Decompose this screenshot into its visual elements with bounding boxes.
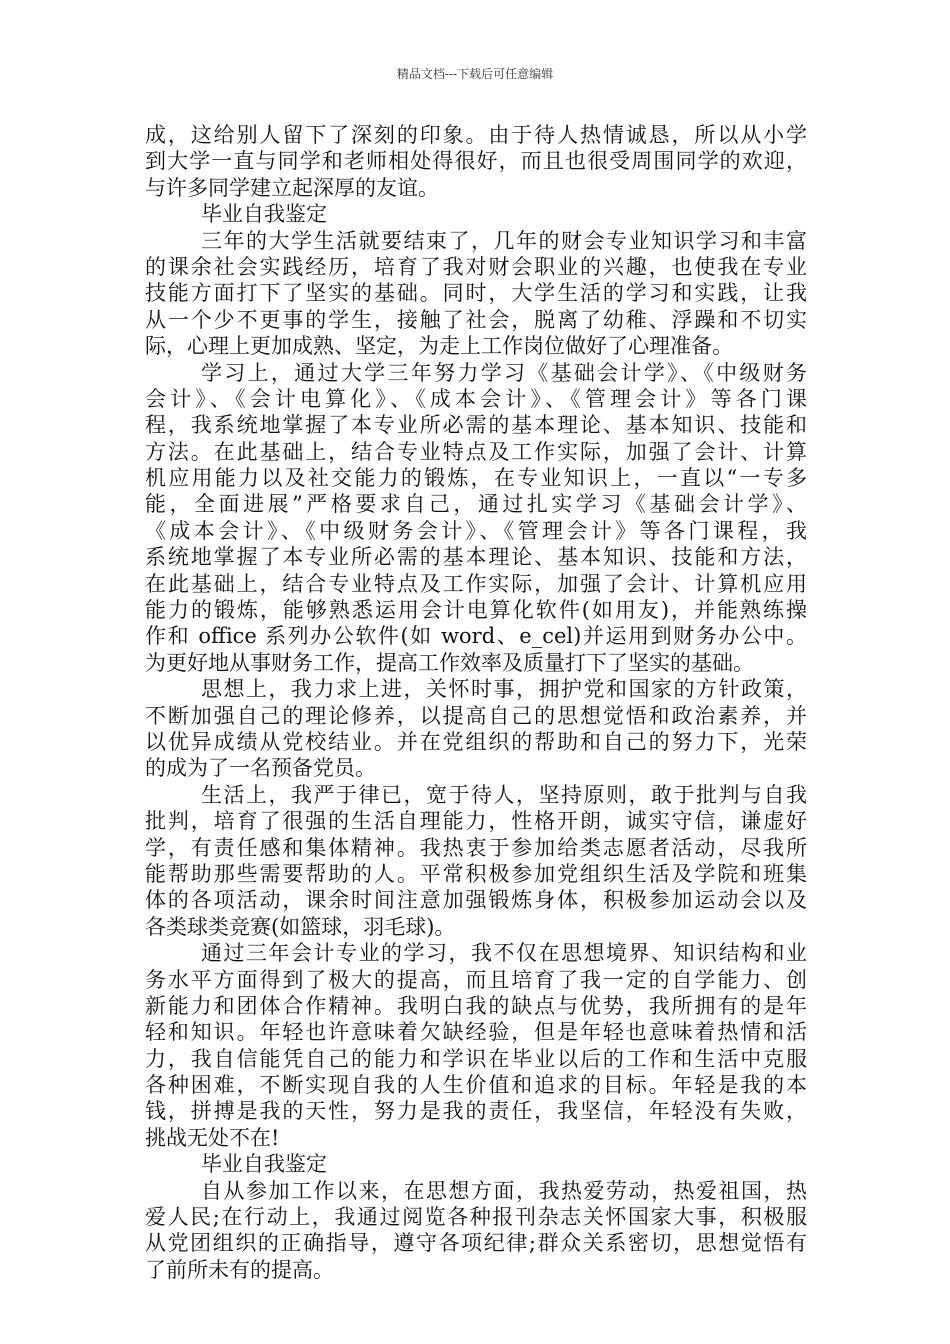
text-line: 通过三年会计专业的学习，我不仅在思想境界、知识结构和业 xyxy=(201,941,807,966)
text-line: 际，心理上更加成熟、坚定，为走上工作岗位做好了心理准备。 xyxy=(145,334,733,359)
text-line: 到大学一直与同学和老师相处得很好，而且也很受周围同学的欢迎， xyxy=(145,149,807,174)
paragraph xyxy=(145,940,807,1151)
text-line: 三年的大学生活就要结束了，几年的财会专业知识学习和丰富 xyxy=(201,228,807,253)
document-body xyxy=(145,122,807,1283)
text-line: 挑战无处不在! xyxy=(145,1125,280,1150)
text-line: 钱，拼搏是我的天性，努力是我的责任，我坚信，年轻没有失败， xyxy=(145,1099,807,1124)
text-line: 技能方面打下了坚实的基础。同时，大学生活的学习和实践，让我 xyxy=(145,281,807,306)
heading-text: 毕业自我鉴定 xyxy=(201,1152,327,1177)
text-line: 《成本会计》、《中级财务会计》、《管理会计》等各门课程，我 xyxy=(145,518,807,543)
text-line: 轻和知识。年轻也许意味着欠缺经验，但是年轻也意味着热情和活 xyxy=(145,1020,807,1045)
text-line: 批判，培育了很强的生活自理能力，性格开朗，诚实守信，谦虚好 xyxy=(145,809,807,834)
text-line: 为更好地从事财务工作，提高工作效率及质量打下了坚实的基础。 xyxy=(145,650,754,675)
text-line: 生活上，我严于律已，宽于待人，坚持原则，敢于批判与自我 xyxy=(201,782,807,807)
text-line: 以优异成绩从党校结业。并在党组织的帮助和自己的努力下，光荣 xyxy=(145,729,807,754)
text-line: 从党团组织的正确指导，遵守各项纪律;群众关系密切，思想觉悟有 xyxy=(145,1231,807,1256)
text-line: 爱人民;在行动上，我通过阅览各种报刊杂志关怀国家大事，积极服 xyxy=(145,1205,807,1230)
text-line: 会计》、《会计电算化》、《成本会计》、《管理会计》等各门课 xyxy=(145,386,807,411)
text-line: 能帮助那些需要帮助的人。平常积极参加党组织生活及学院和班集 xyxy=(145,861,807,886)
text-line: 力，我自信能凭自己的能力和学识在毕业以后的工作和生活中克服 xyxy=(145,1046,807,1071)
text-line: 在此基础上，结合专业特点及工作实际，加强了会计、计算机应用 xyxy=(145,571,807,596)
text-line: 能，全面进展”严格要求自己，通过扎实学习《基础会计学》、 xyxy=(145,492,807,517)
text-line: 的课余社会实践经历，培育了我对财会职业的兴趣，也使我在专业 xyxy=(145,254,807,279)
paragraph xyxy=(145,1178,807,1284)
text-line: 学，有责任感和集体精神。我热衷于参加给类志愿者活动，尽我所 xyxy=(145,835,807,860)
text-line: 系统地掌握了本专业所必需的基本理论、基本知识、技能和方法， xyxy=(145,545,807,570)
text-line: 作和 office 系列办公软件(如 word、e_cel)并运用到财务办公中。 xyxy=(145,624,807,649)
paragraph xyxy=(145,360,807,677)
text-line: 体的各项活动，课余时间注意加强锻炼身体，积极参加运动会以及 xyxy=(145,888,807,913)
text-line: 不断加强自己的理论修养，以提高自己的思想觉悟和政治素养，并 xyxy=(145,703,807,728)
paragraph xyxy=(145,676,807,782)
text-line: 自从参加工作以来，在思想方面，我热爱劳动，热爱祖国，热 xyxy=(201,1178,807,1203)
text-line: 的成为了一名预备党员。 xyxy=(145,756,376,781)
text-line: 了前所未有的提高。 xyxy=(145,1257,334,1282)
text-line: 思想上，我力求上进，关怀时事，拥护党和国家的方针政策， xyxy=(201,677,807,702)
text-line: 新能力和团体合作精神。我明白我的缺点与优势，我所拥有的是年 xyxy=(145,993,807,1018)
text-line: 能力的锻炼，能够熟悉运用会计电算化软件(如用友)，并能熟练操 xyxy=(145,598,807,623)
paragraph xyxy=(145,228,807,360)
paragraph xyxy=(145,782,807,940)
paragraph xyxy=(145,122,807,201)
heading-text: 毕业自我鉴定 xyxy=(201,202,327,227)
text-line: 方法。在此基础上，结合专业特点及工作实际，加强了会计、计算 xyxy=(145,439,807,464)
text-line: 学习上，通过大学三年努力学习《基础会计学》、《中级财务 xyxy=(201,360,807,385)
page-header: 精品文档---下载后可任意编辑 xyxy=(396,67,554,81)
text-line: 各类球类竞赛(如篮球，羽毛球)。 xyxy=(145,914,456,939)
text-line: 成，这给别人留下了深刻的印象。由于待人热情诚恳，所以从小学 xyxy=(145,123,807,147)
text-line: 从一个少不更事的学生，接触了社会，脱离了幼稚、浮躁和不切实 xyxy=(145,307,807,332)
section-heading xyxy=(145,1151,807,1177)
text-line: 机应用能力以及社交能力的锻炼，在专业知识上，一直以“一专多 xyxy=(145,466,807,491)
text-line: 程，我系统地掌握了本专业所必需的基本理论、基本知识、技能和 xyxy=(145,413,807,438)
text-line: 与许多同学建立起深厚的友谊。 xyxy=(145,175,439,200)
section-heading xyxy=(145,201,807,227)
text-line: 各种困难，不断实现自我的人生价值和追求的目标。年轻是我的本 xyxy=(145,1073,807,1098)
text-line: 务水平方面得到了极大的提高，而且培育了我一定的自学能力、创 xyxy=(145,967,807,992)
